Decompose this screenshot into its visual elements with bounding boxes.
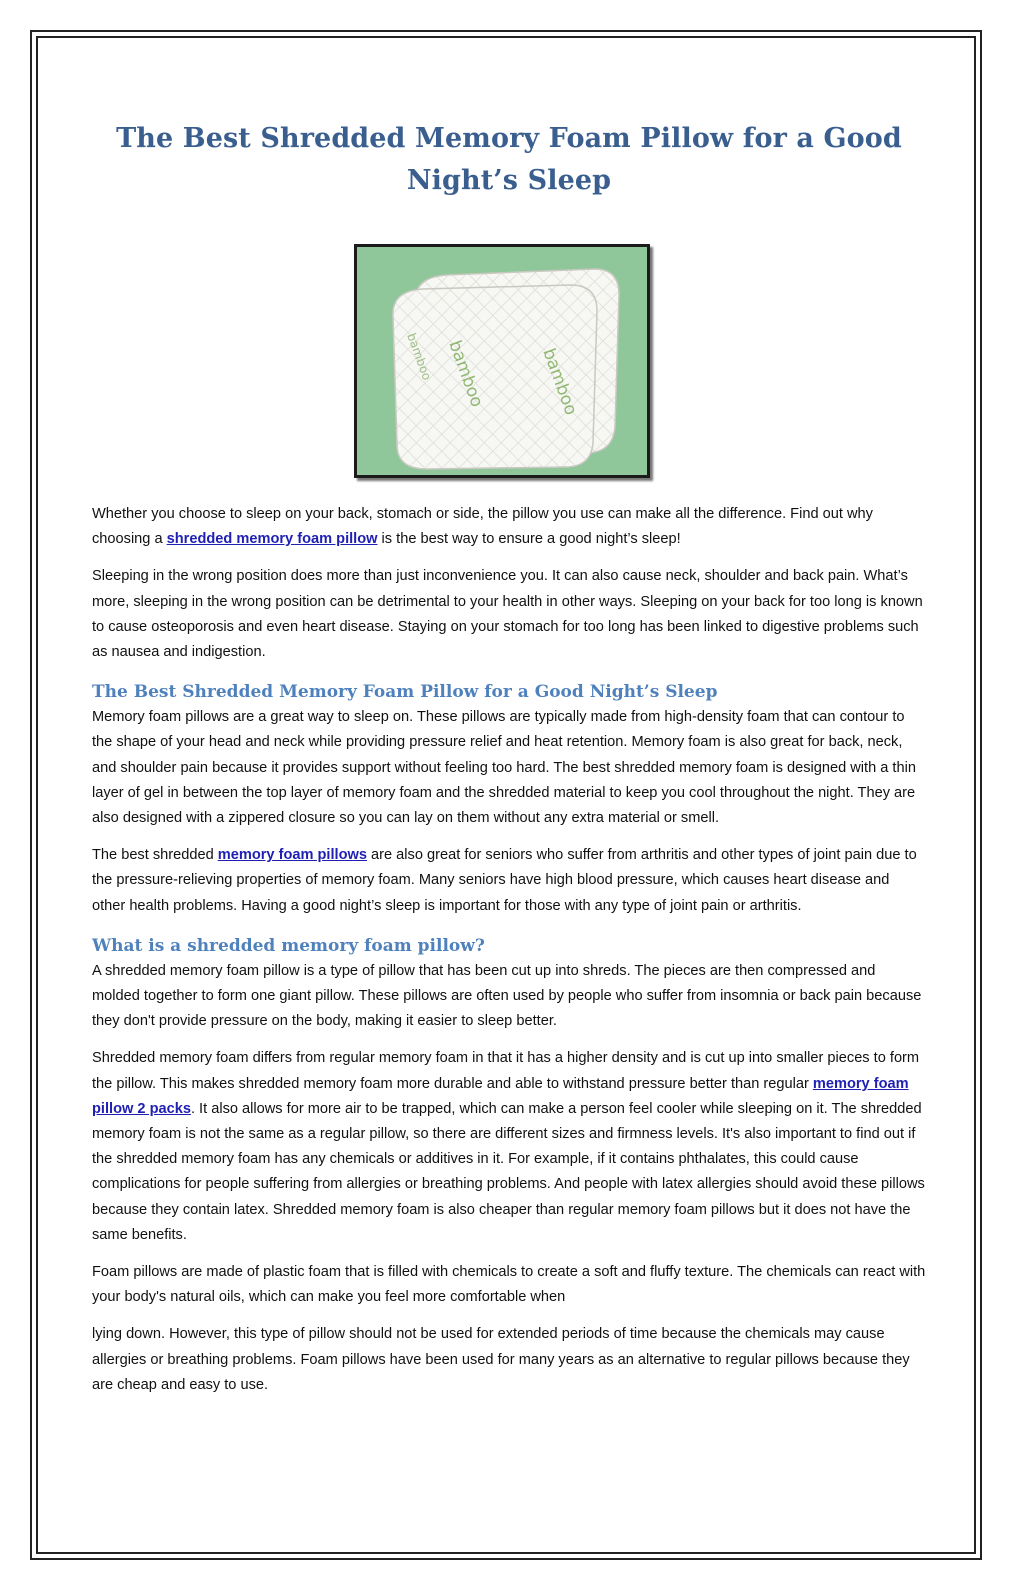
section-heading-what-is: What is a shredded memory foam pillow?	[92, 935, 485, 956]
intro-paragraph	[92, 502, 926, 552]
differences-text-before: Shredded memory foam differs from regular memory foam in that it has a higher density and is cut up into smaller pieces to form the pillow. This makes shredded memory foam more durable and able to withstand pressure better than regular	[92, 1050, 920, 1092]
section-heading-best-pillow: The Best Shredded Memory Foam Pillow for a Good Night’s Sleep	[92, 682, 718, 703]
document-content	[92, 118, 926, 1398]
paragraph-memory-foam-pillows: Memory foam pillows are a great way to sleep on. These pillows are typically made from high-density foam that can contour to the shape of your head and neck while providing pressure relief and heat retention. Memory foam is also great for back, neck, and shoulder pain because it provides support without feeling too hard. The best shredded memory foam is designed with a thin layer of gel in between the top layer of memory foam and the shredded material to keep you cool throughout the night. They are also designed with a zippered closure so you can lay on them without any extra material or smell.	[92, 709, 916, 827]
paragraph-definition: A shredded memory foam pillow is a type of pillow that has been cut up into shreds. The pieces are then compressed and molded together to form one giant pillow. These pillows are often used by people who suffer from insomnia or back pain because they don't provide pressure on the body, making it easier to sleep better.	[92, 962, 922, 1030]
seniors-text-before: The best shredded	[92, 847, 218, 864]
paragraph-lying-down: lying down. However, this type of pillow should not be used for extended periods of time because the chemicals may cause allergies or breathing problems. Foam pillows have been used for many years as an alternative to regular pillows because they are cheap and easy to use.	[92, 1326, 910, 1393]
link-memory-foam-pillow-2-packs[interactable]: memory foam pillow 2 packs	[92, 1075, 909, 1117]
differences-text-after: . It also allows for more air to be trapped, which can make a person feel cooler while sleeping on it. The shredded memory foam is not the same as a regular pillow, so there are different sizes and firmness levels. It's also important to find out if the shredded memory foam has any chemicals or additives in it. For example, if it contains phthalates, this could cause complications for people suffering from allergies or breathing problems. And people with latex allergies should avoid these pillows because they contain latex. Shredded memory foam is also cheaper than regular memory foam pillows but it does not have the same benefits.	[92, 1100, 925, 1243]
paragraph-differences	[92, 1046, 926, 1248]
pillow-brand-text-back: bamboo	[538, 345, 581, 418]
paragraph-foam-pillows: Foam pillows are made of plastic foam that is filled with chemicals to create a soft and fluffy texture. The chemicals can react with your body's natural oils, which can make you feel more comfortable when	[92, 1264, 926, 1306]
link-memory-foam-pillows[interactable]: memory foam pillows	[217, 847, 367, 864]
intro-text-before: Whether you choose to sleep on your back, stomach or side, the pillow you use can make all the difference. Find out why choosing a	[92, 506, 873, 548]
intro-text-after: is the best way to ensure a good night’s sleep!	[377, 531, 681, 548]
paragraph-sleeping-position: Sleeping in the wrong position does more than just inconvenience you. It can also cause neck, shoulder and back pain. What’s more, sleeping in the wrong position can be detrimental to your health in other ways. Sleeping on your back for too long is known to cause osteoporosis and even heart disease. Staying on your stomach for too long has been linked to digestive problems such as nausea and indigestion.	[92, 568, 923, 661]
pillow-illustration	[357, 247, 647, 475]
link-shredded-memory-foam-pillow[interactable]: shredded memory foam pillow	[166, 531, 378, 548]
pillow-brand-text-left: bamboo	[404, 331, 435, 383]
page-title: The Best Shredded Memory Foam Pillow for a Good Night’s Sleep	[116, 123, 902, 196]
seniors-text-after: are also great for seniors who suffer from arthritis and other types of joint pain due to the pressure-relieving properties of memory foam. Many seniors have high blood pressure, which causes heart disease and other health problems. Having a good night’s sleep is important for those with any type of joint pain or arthritis.	[92, 847, 917, 914]
pillow-brand-text-front: bamboo	[444, 337, 487, 410]
paragraph-seniors	[92, 843, 926, 919]
pillow-image	[354, 244, 650, 478]
